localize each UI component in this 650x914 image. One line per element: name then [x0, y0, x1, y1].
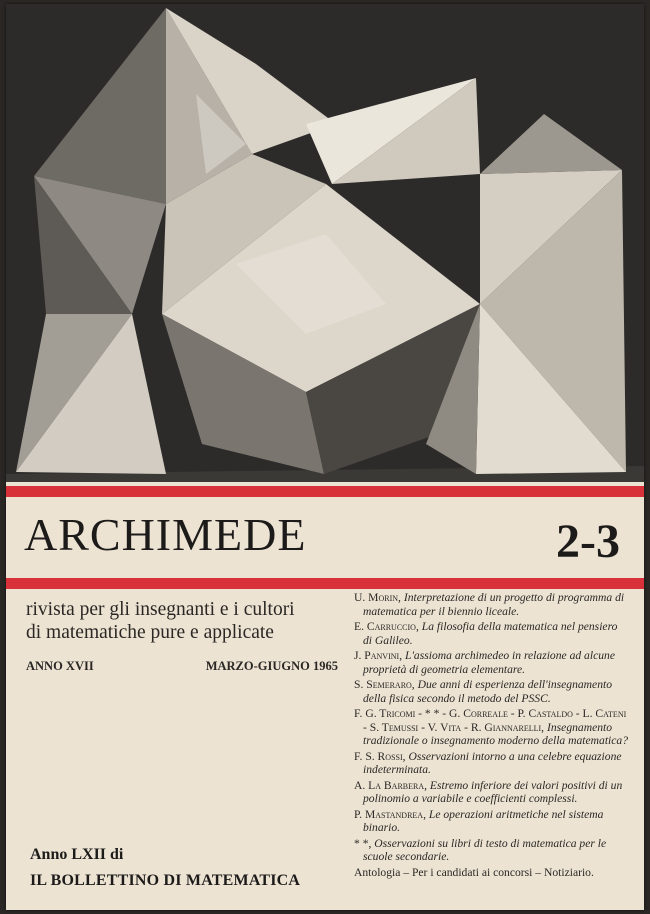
magazine-cover	[6, 4, 644, 910]
polyhedron-sculpture-image	[6, 4, 644, 482]
toc-author: U. Morin,	[354, 591, 401, 604]
journal-subtitle	[26, 598, 346, 644]
issue-meta	[26, 659, 338, 674]
journal-title: ARCHIMEDE	[24, 509, 307, 560]
toc-title: Osservazioni intorno a una celebre equazione indeterminata.	[363, 749, 622, 776]
toc-author: J. Panvini,	[354, 649, 403, 662]
toc-entry	[354, 808, 628, 835]
toc-title: Insegnamento tradizionale o insegnamento moderno della matematica?	[363, 720, 629, 747]
toc-entry	[354, 591, 628, 618]
cover-photo-polyhedron	[6, 4, 644, 482]
toc-entry	[354, 707, 628, 748]
toc-author: S. Semeraro,	[354, 678, 415, 691]
toc-entry	[354, 620, 628, 647]
issue-date: MARZO-GIUGNO 1965	[205, 659, 338, 673]
toc-author: F. S. Rossi,	[354, 749, 406, 763]
toc-author: A. La Barbera,	[354, 778, 428, 792]
subtitle-line: rivista per gli insegnanti e i cultori	[26, 599, 295, 620]
toc-author: P. Mastandrea,	[354, 807, 426, 821]
toc-entry	[354, 750, 628, 777]
toc-entry	[354, 837, 628, 864]
table-of-contents	[354, 591, 628, 881]
red-stripe-middle	[6, 578, 644, 589]
toc-title: L'assioma archimedeo in relazione ad alcune proprietà di geometria elementare.	[363, 649, 615, 676]
toc-entry	[354, 678, 628, 705]
toc-title: La filosofia della matematica nel pensiero di Galileo.	[363, 620, 618, 647]
issue-number: 2-3	[556, 515, 620, 568]
toc-title: Interpretazione di un progetto di programma di matematica per il biennio liceale.	[363, 591, 625, 618]
red-stripe-top	[6, 486, 644, 497]
toc-entry	[354, 649, 628, 676]
toc-author: F. G. Tricomi - * * - G. Correale - P. Castaldo - L. Cateni - S. Temussi - V. Vita - R. Giannarelli,	[354, 707, 627, 734]
bulletin-title: IL BOLLETTINO DI MATEMATICA	[30, 872, 301, 889]
toc-title: Due anni di esperienza dell'insegnamento della fisica secondo il metodo del PSSC.	[363, 678, 613, 705]
toc-author: E. Carruccio,	[354, 620, 419, 633]
toc-title: Osservazioni su libri di testo di matematica per le scuole secondarie.	[363, 836, 607, 863]
toc-entry	[354, 779, 628, 806]
toc-title: Estremo inferiore dei valori positivi di un polinomio a variabile e coefficienti complessi.	[363, 778, 623, 805]
volume-label: ANNO XVII	[26, 659, 94, 673]
toc-author: * *,	[354, 836, 372, 850]
toc-title: Le operazioni aritmetiche nel sistema binario.	[363, 807, 604, 834]
toc-plain: Antologia – Per i candidati ai concorsi – Notiziario.	[354, 865, 594, 879]
subtitle-line: di matematiche pure e applicate	[26, 622, 274, 643]
toc-entry	[354, 866, 628, 880]
bulletin-volume: Anno LXII di	[30, 846, 124, 863]
